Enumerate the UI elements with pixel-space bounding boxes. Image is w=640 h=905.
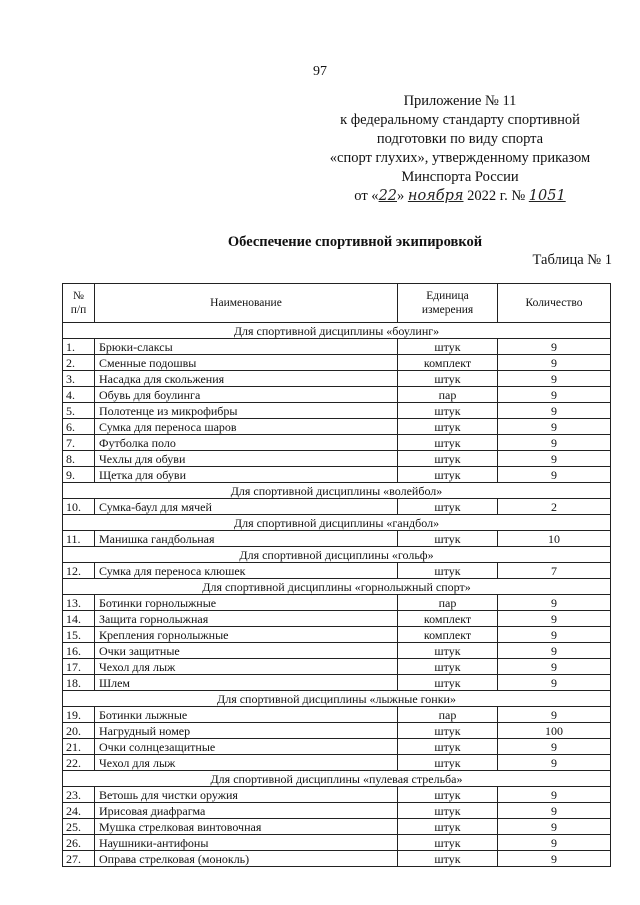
cell-qty: 9 xyxy=(498,387,611,403)
table-row xyxy=(63,787,611,803)
annex-line-3: подготовки по виду спорта xyxy=(376,131,544,147)
cell-name: Шлем xyxy=(95,675,398,691)
cell-num: 9. xyxy=(63,467,95,483)
cell-unit: штук xyxy=(398,659,498,675)
cell-unit: пар xyxy=(398,387,498,403)
cell-name: Манишка гандбольная xyxy=(95,531,398,547)
cell-unit: штук xyxy=(398,339,498,355)
section-row xyxy=(63,323,611,339)
cell-num: 21. xyxy=(63,739,95,755)
cell-name: Чехлы для обуви xyxy=(95,451,398,467)
cell-unit: комплект xyxy=(398,627,498,643)
cell-num: 19. xyxy=(63,707,95,723)
table-row xyxy=(63,659,611,675)
cell-name: Сумка для переноса клюшек xyxy=(95,563,398,579)
date-year: 2022 г. № xyxy=(463,188,529,204)
cell-num: 5. xyxy=(63,403,95,419)
cell-unit: штук xyxy=(398,467,498,483)
section-title: Для спортивной дисциплины «пулевая стрельба» xyxy=(63,771,611,787)
cell-unit: штук xyxy=(398,739,498,755)
table-row xyxy=(63,675,611,691)
cell-num: 25. xyxy=(63,819,95,835)
table-row xyxy=(63,435,611,451)
annex-line-5: Минспорта России xyxy=(401,169,519,185)
cell-unit: штук xyxy=(398,851,498,867)
cell-unit: штук xyxy=(398,531,498,547)
cell-name: Очки защитные xyxy=(95,643,398,659)
cell-qty: 9 xyxy=(498,739,611,755)
section-title: Для спортивной дисциплины «гольф» xyxy=(63,547,611,563)
cell-name: Ботинки горнолыжные xyxy=(95,595,398,611)
cell-qty: 9 xyxy=(498,627,611,643)
cell-qty: 9 xyxy=(498,403,611,419)
header-name: Наименование xyxy=(95,284,398,323)
cell-unit: штук xyxy=(398,643,498,659)
cell-name: Чехол для лыж xyxy=(95,755,398,771)
cell-unit: штук xyxy=(398,403,498,419)
cell-unit: штук xyxy=(398,435,498,451)
header-num: № п/п xyxy=(63,284,95,323)
table-row xyxy=(63,803,611,819)
cell-name: Сумка для переноса шаров xyxy=(95,419,398,435)
cell-num: 11. xyxy=(63,531,95,547)
table-row xyxy=(63,451,611,467)
cell-name: Защита горнолыжная xyxy=(95,611,398,627)
cell-qty: 9 xyxy=(498,467,611,483)
cell-num: 6. xyxy=(63,419,95,435)
table-row xyxy=(63,611,611,627)
cell-unit: комплект xyxy=(398,611,498,627)
cell-name: Полотенце из микрофибры xyxy=(95,403,398,419)
annex-date-line xyxy=(300,187,620,206)
cell-qty: 9 xyxy=(498,371,611,387)
cell-qty: 10 xyxy=(498,531,611,547)
cell-qty: 9 xyxy=(498,419,611,435)
cell-num: 10. xyxy=(63,499,95,515)
cell-num: 2. xyxy=(63,355,95,371)
cell-num: 15. xyxy=(63,627,95,643)
section-title: Для спортивной дисциплины «гандбол» xyxy=(63,515,611,531)
cell-num: 27. xyxy=(63,851,95,867)
table-row xyxy=(63,723,611,739)
table-row xyxy=(63,339,611,355)
date-mid: » xyxy=(397,188,408,204)
cell-name: Ботинки лыжные xyxy=(95,707,398,723)
cell-qty: 9 xyxy=(498,643,611,659)
cell-unit: штук xyxy=(398,371,498,387)
cell-num: 18. xyxy=(63,675,95,691)
cell-unit: штук xyxy=(398,755,498,771)
table-header-row xyxy=(63,284,611,323)
cell-name: Ирисовая диафрагма xyxy=(95,803,398,819)
cell-name: Футболка поло xyxy=(95,435,398,451)
annex-line-2: к федеральному стандарту спортивной xyxy=(340,112,580,128)
cell-name: Брюки-слаксы xyxy=(95,339,398,355)
cell-unit: штук xyxy=(398,803,498,819)
cell-unit: штук xyxy=(398,419,498,435)
cell-qty: 2 xyxy=(498,499,611,515)
cell-name: Чехол для лыж xyxy=(95,659,398,675)
table-row xyxy=(63,835,611,851)
header-qty: Количество xyxy=(498,284,611,323)
table-row xyxy=(63,563,611,579)
cell-qty: 9 xyxy=(498,707,611,723)
cell-unit: штук xyxy=(398,835,498,851)
cell-name: Щетка для обуви xyxy=(95,467,398,483)
cell-qty: 9 xyxy=(498,851,611,867)
cell-name: Очки солнцезащитные xyxy=(95,739,398,755)
cell-qty: 9 xyxy=(498,659,611,675)
order-number-handwritten: 1051 xyxy=(528,188,566,204)
cell-name: Сумка-баул для мячей xyxy=(95,499,398,515)
cell-qty: 9 xyxy=(498,755,611,771)
table-row xyxy=(63,355,611,371)
section-row xyxy=(63,579,611,595)
cell-num: 17. xyxy=(63,659,95,675)
cell-unit: штук xyxy=(398,723,498,739)
cell-qty: 9 xyxy=(498,803,611,819)
table-row xyxy=(63,371,611,387)
table-body xyxy=(63,323,611,867)
cell-name: Обувь для боулинга xyxy=(95,387,398,403)
section-row xyxy=(63,483,611,499)
cell-qty: 9 xyxy=(498,787,611,803)
cell-name: Нагрудный номер xyxy=(95,723,398,739)
table-row xyxy=(63,643,611,659)
table-row xyxy=(63,739,611,755)
table-row xyxy=(63,707,611,723)
cell-num: 3. xyxy=(63,371,95,387)
table-row xyxy=(63,531,611,547)
cell-qty: 9 xyxy=(498,355,611,371)
cell-num: 20. xyxy=(63,723,95,739)
section-title: Для спортивной дисциплины «горнолыжный спорт» xyxy=(63,579,611,595)
table-row xyxy=(63,819,611,835)
cell-unit: штук xyxy=(398,451,498,467)
section-title: Для спортивной дисциплины «боулинг» xyxy=(63,323,611,339)
table-row xyxy=(63,595,611,611)
table-row xyxy=(63,387,611,403)
table-row xyxy=(63,467,611,483)
cell-name: Сменные подошвы xyxy=(95,355,398,371)
cell-qty: 9 xyxy=(498,595,611,611)
date-month-handwritten: ноября xyxy=(407,188,464,204)
section-row xyxy=(63,547,611,563)
cell-num: 4. xyxy=(63,387,95,403)
cell-unit: штук xyxy=(398,675,498,691)
section-row xyxy=(63,771,611,787)
cell-qty: 9 xyxy=(498,435,611,451)
annex-line-1: Приложение № 11 xyxy=(403,93,517,109)
page-number: 97 xyxy=(313,64,327,79)
cell-qty: 7 xyxy=(498,563,611,579)
cell-name: Насадка для скольжения xyxy=(95,371,398,387)
date-day-handwritten: 22 xyxy=(378,188,398,204)
cell-name: Оправа стрелковая (монокль) xyxy=(95,851,398,867)
cell-unit: штук xyxy=(398,819,498,835)
cell-name: Крепления горнолыжные xyxy=(95,627,398,643)
section-title: Для спортивной дисциплины «волейбол» xyxy=(63,483,611,499)
cell-qty: 100 xyxy=(498,723,611,739)
cell-unit: пар xyxy=(398,707,498,723)
annex-block xyxy=(300,92,620,206)
cell-num: 13. xyxy=(63,595,95,611)
cell-num: 14. xyxy=(63,611,95,627)
cell-num: 1. xyxy=(63,339,95,355)
cell-unit: штук xyxy=(398,563,498,579)
document-title: Обеспечение спортивной экипировкой xyxy=(227,234,483,250)
table-row xyxy=(63,851,611,867)
cell-name: Мушка стрелковая винтовочная xyxy=(95,819,398,835)
cell-unit: комплект xyxy=(398,355,498,371)
cell-name: Ветошь для чистки оружия xyxy=(95,787,398,803)
cell-num: 12. xyxy=(63,563,95,579)
cell-qty: 9 xyxy=(498,339,611,355)
section-row xyxy=(63,691,611,707)
cell-name: Наушники-антифоны xyxy=(95,835,398,851)
table-label: Таблица № 1 xyxy=(532,252,612,268)
equipment-table xyxy=(62,283,611,867)
section-row xyxy=(63,515,611,531)
date-prefix: от « xyxy=(354,188,379,204)
cell-num: 8. xyxy=(63,451,95,467)
cell-num: 7. xyxy=(63,435,95,451)
cell-unit: штук xyxy=(398,787,498,803)
cell-num: 26. xyxy=(63,835,95,851)
cell-num: 22. xyxy=(63,755,95,771)
cell-qty: 9 xyxy=(498,675,611,691)
cell-num: 24. xyxy=(63,803,95,819)
annex-line-4: «спорт глухих», утвержденному приказом xyxy=(329,150,591,166)
cell-unit: пар xyxy=(398,595,498,611)
cell-unit: штук xyxy=(398,499,498,515)
table-row xyxy=(63,755,611,771)
cell-qty: 9 xyxy=(498,611,611,627)
table-row xyxy=(63,627,611,643)
table-row xyxy=(63,403,611,419)
cell-qty: 9 xyxy=(498,835,611,851)
section-title: Для спортивной дисциплины «лыжные гонки» xyxy=(63,691,611,707)
cell-num: 23. xyxy=(63,787,95,803)
table-row xyxy=(63,499,611,515)
cell-num: 16. xyxy=(63,643,95,659)
table-row xyxy=(63,419,611,435)
cell-qty: 9 xyxy=(498,819,611,835)
header-unit: Единица измерения xyxy=(398,284,498,323)
cell-qty: 9 xyxy=(498,451,611,467)
